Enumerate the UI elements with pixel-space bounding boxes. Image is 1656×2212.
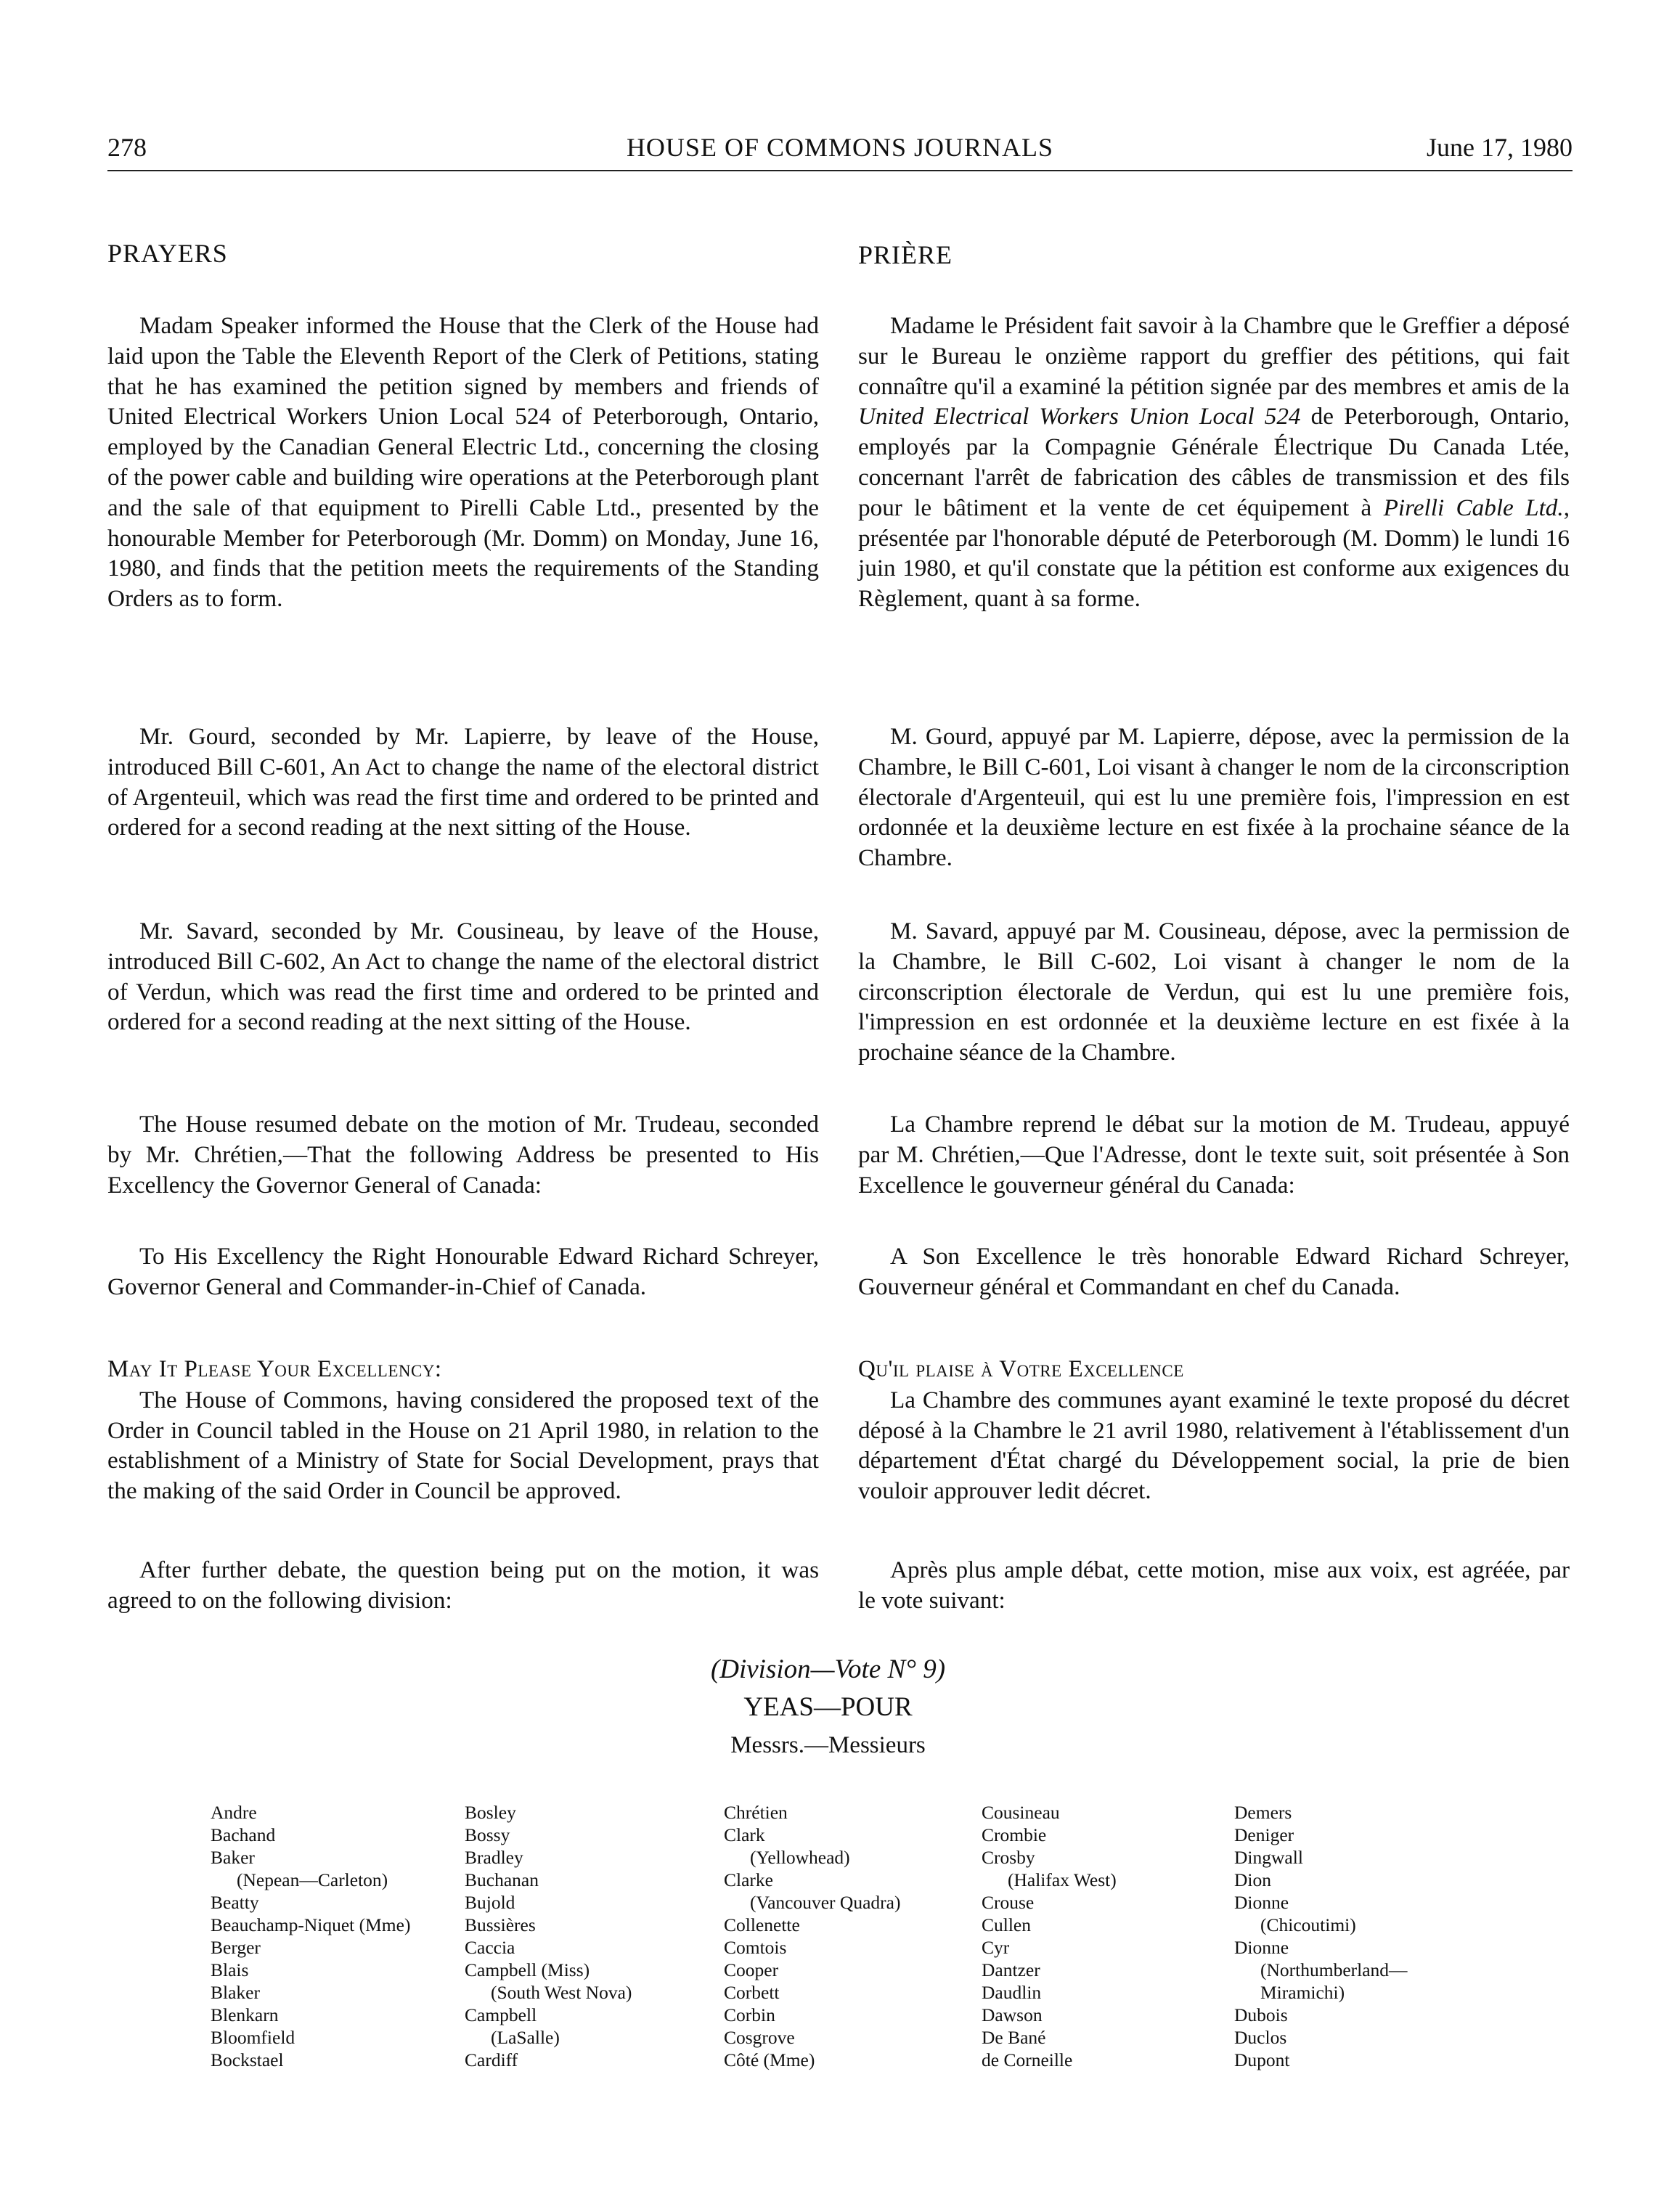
english-p3: Mr. Savard, seconded by Mr. Cousineau, by leave of the House, introduced Bill C-602, An Act to change the name of the electoral district of Verdun, which was read the first time and ordered to be printed and ordered for a second reading at the next sitting of the House. xyxy=(107,918,819,1036)
member-name: Crouse xyxy=(982,1892,1035,1913)
english-heading: PRAYERS xyxy=(107,239,228,268)
member-name: Bloomfield xyxy=(211,2027,295,2048)
french-p2: M. Gourd, appuyé par M. Lapierre, dépose, avec la permission de la Chambre, le Bill C-601, Loi visant à changer le nom de la circonscription électorale d'Argenteuil, qui est lu une première fois, l'impression en est ordonnée et la deuxième lecture en est fixée à la prochaine séance de la Chambre. xyxy=(858,723,1570,872)
french-p5: A Son Excellence le très honorable Edward Richard Schreyer, Gouverneur général et Commandant en chef du Canada. xyxy=(858,1243,1570,1300)
member-name: Dionne xyxy=(1234,1892,1289,1913)
member-name: Clark xyxy=(724,1824,765,1845)
member-name: Dingwall xyxy=(1234,1847,1303,1868)
member-name: Côté (Mme) xyxy=(724,2049,815,2070)
member-name: Clarke xyxy=(724,1869,773,1890)
member-name: Caccia xyxy=(465,1937,515,1958)
member-riding: (Nepean—Carleton) xyxy=(237,1869,388,1890)
english-paragraph-excellency xyxy=(107,1355,819,1506)
messrs-heading: Messrs.—Messieurs xyxy=(730,1732,926,1758)
english-paragraph-bill-c601 xyxy=(107,722,819,843)
member-name: Blaker xyxy=(211,1982,260,2003)
english-excellency-heading: May It Please Your Excellency: xyxy=(107,1356,442,1382)
journal-date: June 17, 1980 xyxy=(1427,133,1573,162)
member-riding: (Chicoutimi) xyxy=(1260,1914,1356,1935)
member-name: Bussières xyxy=(465,1914,536,1935)
header-rule xyxy=(107,170,1573,171)
english-p2: Mr. Gourd, seconded by Mr. Lapierre, by leave of the House, introduced Bill C-601, An Act to change the name of the electoral district of Argenteuil, which was read the first time and ordered to be printed and ordered for a second reading at the next sitting of the House. xyxy=(107,723,819,841)
member-name: Dubois xyxy=(1234,2004,1288,2025)
member-name: Collenette xyxy=(724,1914,800,1935)
member-name: Blais xyxy=(211,1959,249,1980)
french-p1-union-name: United Electrical Workers Union Local 524 xyxy=(858,403,1301,430)
french-p6: La Chambre des communes ayant examiné le texte proposé du décret déposé à la Chambre le 21 avril 1980, relativement à l'établissement d'un département d'État chargé du Développement social, la prie de bien vouloir approuver ledit décret. xyxy=(858,1386,1570,1505)
member-name: Campbell (Miss) xyxy=(465,1959,590,1980)
member-riding: (Yellowhead) xyxy=(750,1847,850,1868)
member-name: Beatty xyxy=(211,1892,259,1913)
page-header xyxy=(107,132,1573,168)
yeas-heading: YEAS—POUR xyxy=(743,1692,913,1722)
member-riding: (Northumberland— xyxy=(1260,1959,1408,1980)
french-p1-text-b: de Peterborough, Ontario, employés par la Compagnie Générale Électrique Du Canada Ltée, concernant l'arrêt de fabrication des câbles de transmission et des fils pour le bâtiment et la vente de cet équipement à xyxy=(858,403,1570,521)
member-riding: Miramichi) xyxy=(1260,1982,1345,2003)
french-p3: M. Savard, appuyé par M. Cousineau, dépose, avec la permission de la Chambre, le Bill C-602, Loi visant à changer le nom de la circonscription électorale de Verdun, qui est lu une première fois, l'impression en est ordonnée et la deuxième lecture en est fixée à la prochaine séance de la Chambre. xyxy=(858,918,1570,1066)
english-p5: To His Excellency the Right Honourable Edward Richard Schreyer, Governor General and Commander-in-Chief of Canada. xyxy=(107,1243,819,1300)
member-name: Cousineau xyxy=(982,1802,1060,1823)
english-p7: After further debate, the question being put on the motion, it was agreed to on the following division: xyxy=(107,1556,819,1614)
french-paragraph-division xyxy=(858,1555,1570,1616)
member-riding: (Halifax West) xyxy=(1008,1869,1117,1890)
english-p1: Madam Speaker informed the House that the Clerk of the House had laid upon the Table the Eleventh Report of the Clerk of Petitions, stating that he has examined the petition signed by members and friends of United Electrical Workers Union Local 524 of Peterborough, Ontario, employed by the Canadian General Electric Ltd., concerning the closing of the power cable and building wire operations at the Peterborough plant and the sale of that equipment to Pirelli Cable Ltd., presented by the honourable Member for Peterborough (Mr. Domm) on Monday, June 16, 1980, and finds that the petition meets the requirements of the Standing Orders as to form. xyxy=(107,312,819,613)
french-paragraph-bill-c601 xyxy=(858,722,1570,873)
names-column-3 xyxy=(724,1801,900,2071)
member-riding: (Vancouver Quadra) xyxy=(750,1892,901,1913)
french-paragraph-address xyxy=(858,1241,1570,1302)
member-name: Blenkarn xyxy=(211,2004,279,2025)
division-title: (Division—Vote N° 9) xyxy=(710,1654,946,1684)
member-name: Cooper xyxy=(724,1959,779,1980)
english-p4: The House resumed debate on the motion of Mr. Trudeau, seconded by Mr. Chrétien,—That the following Address be presented to His Excellency the Governor General of Canada: xyxy=(107,1111,819,1199)
member-name: Bujold xyxy=(465,1892,515,1913)
french-paragraph-bill-c602 xyxy=(858,916,1570,1068)
english-paragraph-division xyxy=(107,1555,819,1616)
member-name: Duclos xyxy=(1234,2027,1287,2048)
member-name: Dawson xyxy=(982,2004,1043,2025)
english-paragraph-debate xyxy=(107,1109,819,1200)
member-name: Demers xyxy=(1234,1802,1292,1823)
english-paragraph-bill-c602 xyxy=(107,916,819,1037)
member-name: Bockstael xyxy=(211,2049,284,2070)
member-name: de Corneille xyxy=(982,2049,1073,2070)
member-name: Bossy xyxy=(465,1824,510,1845)
member-name: Bachand xyxy=(211,1824,276,1845)
member-name: De Bané xyxy=(982,2027,1046,2048)
member-name: Comtois xyxy=(724,1937,787,1958)
member-name: Berger xyxy=(211,1937,261,1958)
french-p1-company-name: Pirelli Cable Ltd. xyxy=(1383,494,1564,521)
member-name: Crombie xyxy=(982,1824,1047,1845)
english-paragraph-address xyxy=(107,1241,819,1302)
journal-title: HOUSE OF COMMONS JOURNALS xyxy=(626,133,1054,162)
names-column-1 xyxy=(211,1801,410,2071)
member-name: Daudlin xyxy=(982,1982,1042,2003)
french-excellency-heading: Qu'il plaise à Votre Excellence xyxy=(858,1356,1184,1382)
member-name: Cyr xyxy=(982,1937,1010,1958)
member-name: Chrétien xyxy=(724,1802,788,1823)
member-name: Corbin xyxy=(724,2004,775,2025)
english-paragraph-petition xyxy=(107,311,819,614)
member-name: Cosgrove xyxy=(724,2027,795,2048)
member-riding: (LaSalle) xyxy=(491,2027,560,2048)
member-name: Dantzer xyxy=(982,1959,1040,1980)
page-number: 278 xyxy=(107,133,147,162)
french-heading: PRIÈRE xyxy=(858,240,953,269)
french-p7: Après plus ample débat, cette motion, mise aux voix, est agréée, par le vote suivant: xyxy=(858,1556,1570,1614)
member-name: Campbell xyxy=(465,2004,537,2025)
french-p1-text-a: Madame le Président fait savoir à la Chambre que le Greffier a déposé sur le Bureau le onzième rapport du greffier des pétitions, qui fait connaître qu'il a examiné la pétition signée par des membres et amis de la xyxy=(858,312,1570,400)
member-riding: (South West Nova) xyxy=(491,1982,632,2003)
member-name: Buchanan xyxy=(465,1869,539,1890)
member-name: Cullen xyxy=(982,1914,1031,1935)
member-name: Dionne xyxy=(1234,1937,1289,1958)
member-name: Deniger xyxy=(1234,1824,1294,1845)
french-paragraph-excellency xyxy=(858,1355,1570,1506)
names-column-5 xyxy=(1234,1801,1408,2071)
member-name: Bosley xyxy=(465,1802,516,1823)
english-p6: The House of Commons, having considered the proposed text of the Order in Council tabled in the House on 21 April 1980, in relation to the establishment of a Ministry of State for Social Development, prays that the making of the said Order in Council be approved. xyxy=(107,1386,819,1505)
names-column-4 xyxy=(982,1801,1117,2071)
member-name: Corbett xyxy=(724,1982,780,2003)
names-column-2 xyxy=(465,1801,632,2071)
member-name: Crosby xyxy=(982,1847,1035,1868)
french-p1 xyxy=(858,311,1570,614)
member-name: Beauchamp-Niquet (Mme) xyxy=(211,1914,411,1935)
french-p4: La Chambre reprend le débat sur la motion de M. Trudeau, appuyé par M. Chrétien,—Que l'Adresse, dont le texte suit, soit présentée à Son Excellence le gouverneur général du Canada: xyxy=(858,1111,1570,1199)
french-paragraph-petition xyxy=(858,311,1570,614)
member-name: Baker xyxy=(211,1847,255,1868)
member-name: Dion xyxy=(1234,1869,1271,1890)
member-name: Cardiff xyxy=(465,2049,518,2070)
member-name: Bradley xyxy=(465,1847,523,1868)
member-name: Dupont xyxy=(1234,2049,1290,2070)
member-name: Andre xyxy=(211,1802,257,1823)
french-paragraph-debate xyxy=(858,1109,1570,1200)
french-p1-text-c: , présentée par l'honorable député de Peterborough (M. Domm) le lundi 16 juin 1980, et qu'il constate que la pétition est conforme aux exigences du Règlement, quant à sa forme. xyxy=(858,494,1570,613)
